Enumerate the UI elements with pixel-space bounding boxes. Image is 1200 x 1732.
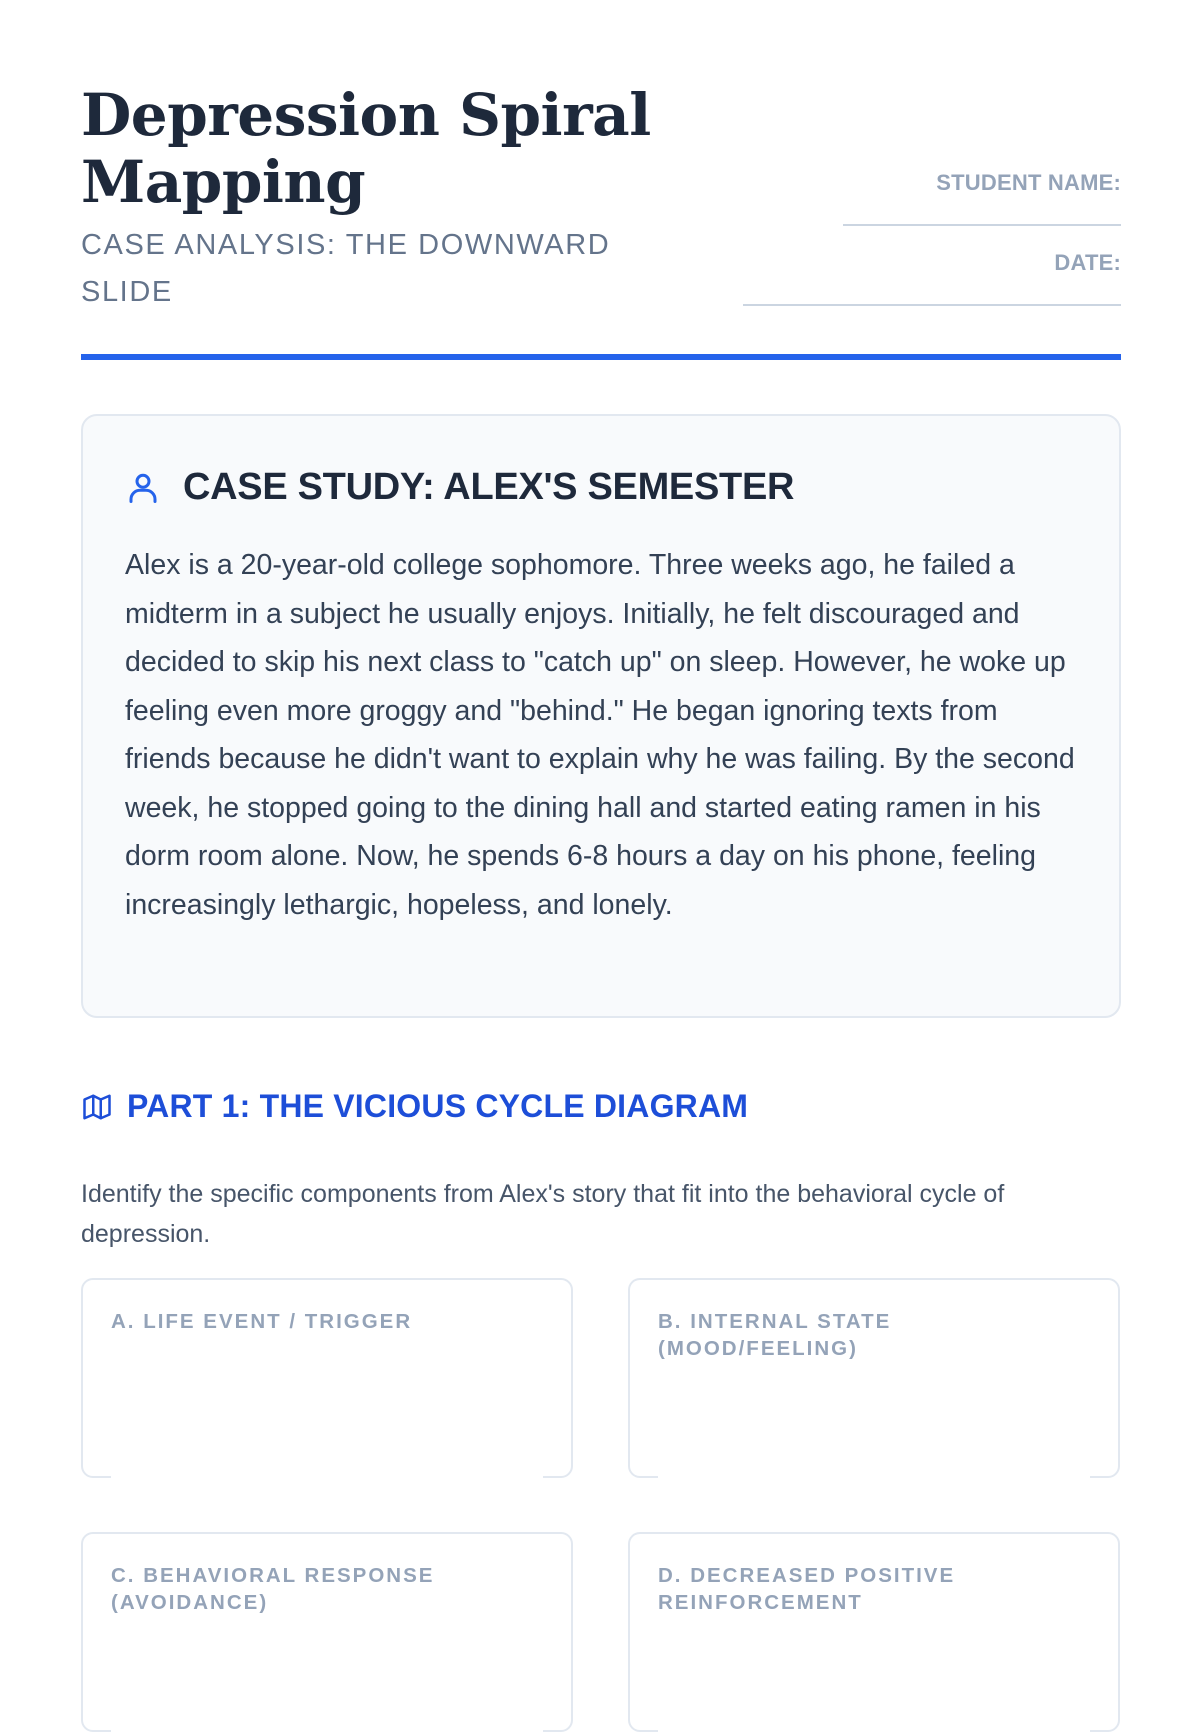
part1-title: PART 1: THE VICIOUS CYCLE DIAGRAM	[127, 1088, 749, 1124]
page-title: Depression Spiral Mapping	[81, 81, 651, 216]
behavioral-response-box[interactable]	[81, 1532, 573, 1732]
worksheet-header	[81, 0, 1121, 362]
case-study-heading	[125, 466, 794, 509]
box-label: A. LIFE EVENT / TRIGGER	[111, 1310, 413, 1333]
box-label: C. BEHAVIORAL RESPONSE (AVOIDANCE)	[111, 1564, 435, 1614]
decreased-reinforcement-box[interactable]	[628, 1532, 1120, 1732]
box-label: D. DECREASED POSITIVE REINFORCEMENT	[658, 1564, 956, 1614]
case-study-title: CASE STUDY: ALEX'S SEMESTER	[183, 466, 795, 508]
date-label: DATE:	[1054, 250, 1121, 275]
worksheet-page	[81, 0, 1121, 1614]
internal-state-box[interactable]	[628, 1278, 1120, 1478]
part1-description: Identify the specific components from Alex's story that fit into the behavioral cycle of depression.	[81, 1180, 1005, 1248]
case-study-card	[81, 414, 1121, 1018]
map-icon	[81, 1092, 113, 1122]
life-event-box[interactable]	[81, 1278, 573, 1478]
box-label: B. INTERNAL STATE (MOOD/FEELING)	[658, 1310, 892, 1360]
case-study-text: Alex is a 20-year-old college sophomore. Three weeks ago, he failed a midterm in a subject he usually enjoys. Initially, he felt discouraged and decided to skip his next class to "catch up" on sleep. However, he woke up feeling even more groggy and "behind." He began ignoring texts from friends because he didn't want to explain why he was failing. By the second week, he stopped going to the dining hall and started eating ramen in his dorm room alone. Now, he spends 6-8 hours a day on his phone, feeling increasingly lethargic, hopeless, and lonely.	[125, 549, 1075, 921]
date-field[interactable]	[743, 304, 1121, 306]
user-icon	[125, 470, 161, 506]
page-subtitle: CASE ANALYSIS: THE DOWNWARD SLIDE	[81, 229, 611, 308]
student-name-label: STUDENT NAME:	[936, 170, 1121, 195]
header-divider	[81, 354, 1121, 360]
part1-heading	[81, 1088, 748, 1125]
student-name-field[interactable]	[843, 224, 1121, 226]
